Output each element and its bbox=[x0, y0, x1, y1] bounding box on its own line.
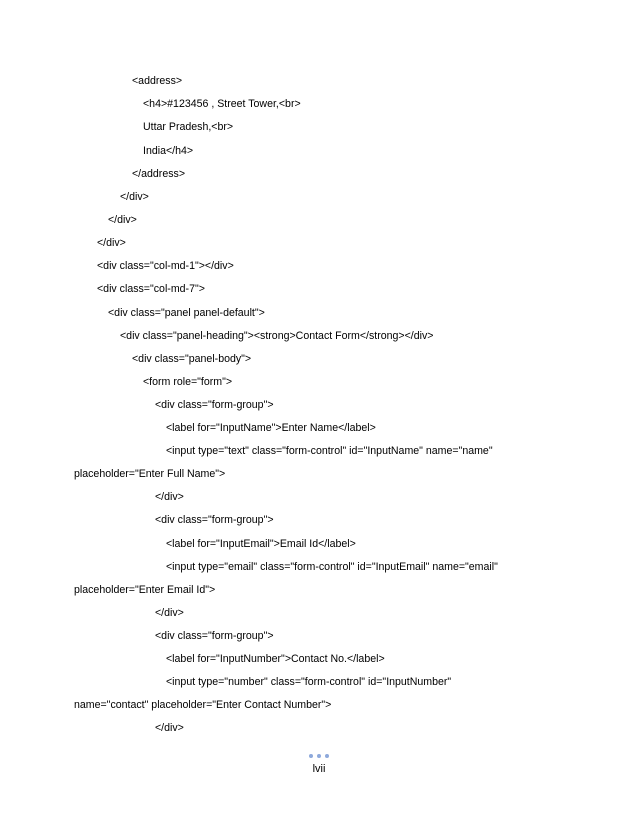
code-line: <input type="email" class="form-control" id="InputEmail" name="email" bbox=[166, 561, 498, 573]
code-line: India</h4> bbox=[143, 145, 194, 157]
code-line: <address> bbox=[132, 75, 183, 87]
code-line: </address> bbox=[132, 168, 186, 180]
code-line: <div class="panel panel-default"> bbox=[108, 307, 265, 319]
code-line: <label for="InputName">Enter Name</label> bbox=[166, 422, 376, 434]
code-line: <div class="panel-body"> bbox=[132, 353, 252, 365]
code-line: <input type="number" class="form-control" id="InputNumber" bbox=[166, 676, 452, 688]
code-line: <div class="col-md-7"> bbox=[97, 283, 205, 295]
code-line: <h4>#123456 , Street Tower,<br> bbox=[143, 98, 301, 110]
dot-icon bbox=[309, 754, 313, 758]
dot-icon bbox=[325, 754, 329, 758]
code-line: <label for="InputEmail">Email Id</label> bbox=[166, 538, 356, 550]
code-line: <div class="form-group"> bbox=[155, 630, 274, 642]
code-line: <input type="text" class="form-control" id="InputName" name="name" bbox=[166, 445, 493, 457]
code-line: <div class="form-group"> bbox=[155, 399, 274, 411]
page-number: lvii bbox=[312, 763, 326, 775]
code-line: <div class="panel-heading"><strong>Contact Form</strong></div> bbox=[120, 330, 434, 342]
code-line: </div> bbox=[155, 722, 184, 734]
page-footer bbox=[0, 754, 638, 776]
code-line: <label for="InputNumber">Contact No.</label> bbox=[166, 653, 385, 665]
code-line: </div> bbox=[155, 491, 184, 503]
code-line: </div> bbox=[120, 191, 149, 203]
code-line: placeholder="Enter Email Id"> bbox=[74, 584, 216, 596]
code-line: </div> bbox=[97, 237, 126, 249]
code-line: </div> bbox=[155, 607, 184, 619]
code-line: </div> bbox=[108, 214, 137, 226]
footer-dots-ornament bbox=[0, 754, 638, 760]
code-line: <div class="form-group"> bbox=[155, 514, 274, 526]
code-line: <form role="form"> bbox=[143, 376, 233, 388]
code-line: name="contact" placeholder="Enter Contact Number"> bbox=[74, 699, 332, 711]
code-line: Uttar Pradesh,<br> bbox=[143, 121, 234, 133]
code-line: placeholder="Enter Full Name"> bbox=[74, 468, 226, 480]
code-line: <div class="col-md-1"></div> bbox=[97, 260, 234, 272]
dot-icon bbox=[317, 754, 321, 758]
